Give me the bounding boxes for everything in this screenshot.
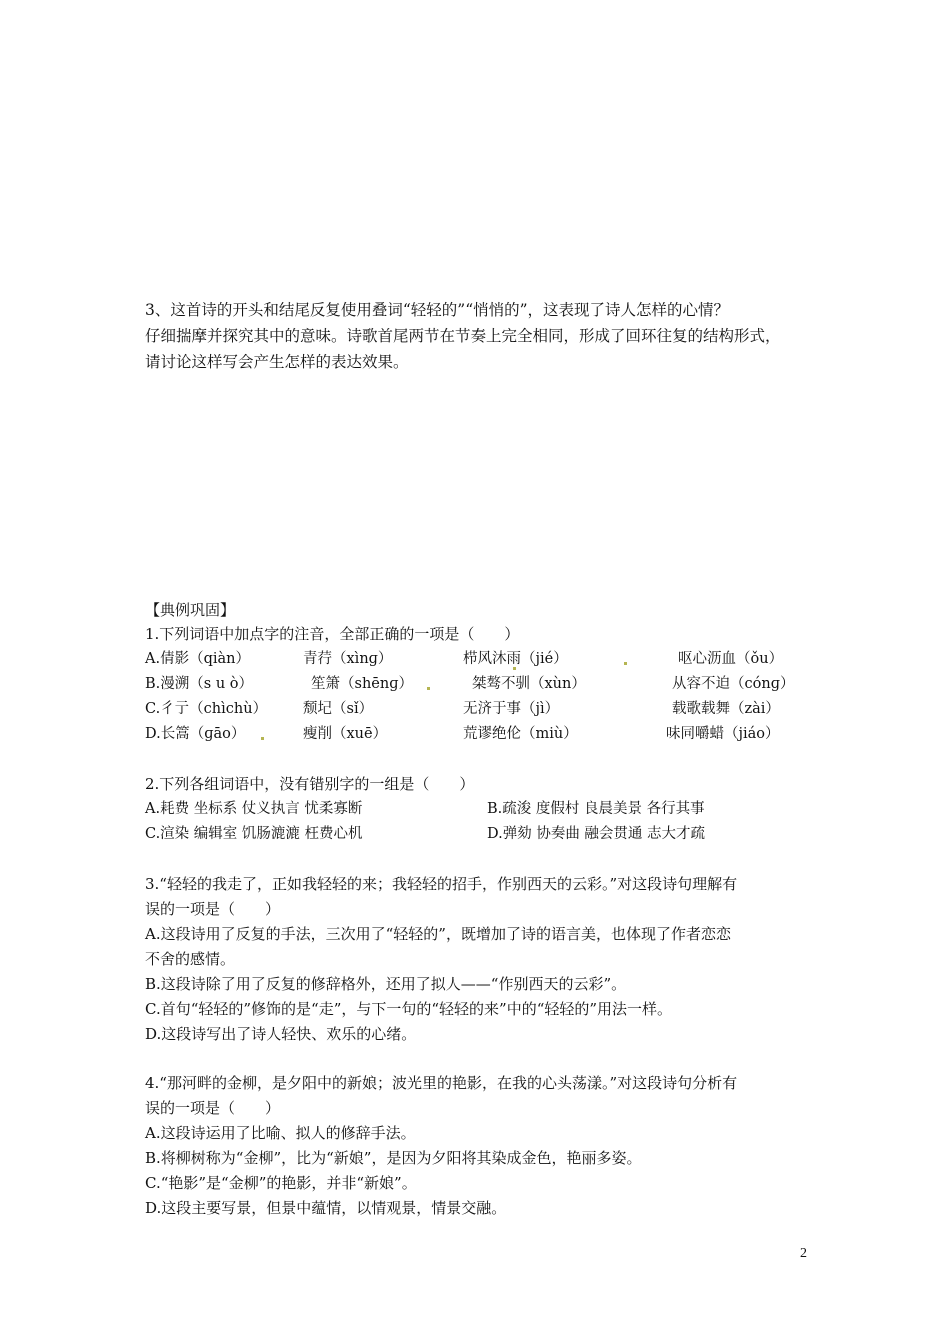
ex4-option-a: A.这段诗运用了比喻、拟人的修辞手法。 [145, 1124, 416, 1142]
ex4-option-d: D.这段主要写景，但景中蕴情，以情观景，情景交融。 [145, 1199, 507, 1217]
ex1-option-c-3: 无济于事（jì） [463, 701, 560, 717]
ex1-option-b-2: 笙箫（shēnɡ） [311, 676, 413, 692]
ex3-option-c: C.首句“轻轻的”修饰的是“走”，与下一句的“轻轻的来”中的“轻轻的”用法一样。 [145, 1000, 673, 1018]
ex1-option-b-3: 桀骜不驯（xùn） [472, 676, 586, 692]
ex2-option-d: D.弹劾 协奏曲 融会贯通 志大才疏 [487, 826, 706, 842]
ex2-option-a: A.耗费 坐标系 仗义执言 忧柔寡断 [145, 801, 363, 817]
exercise-1-stem: 1.下列词语中加点字的注音，全部正确的一项是（ ） [145, 625, 520, 643]
exercise-4-stem-line-1: 4.“那河畔的金柳，是夕阳中的新娘；波光里的艳影，在我的心头荡漾。”对这段诗句分析有 [145, 1074, 738, 1092]
emphasis-dot [513, 667, 516, 670]
ex1-option-d-1: D.长篙（ɡāo） [145, 726, 246, 742]
ex2-option-c: C.渲染 编辑室 饥肠漉漉 枉费心机 [145, 826, 363, 842]
exercise-3-stem-line-2: 误的一项是（ ） [145, 900, 281, 918]
ex1-option-d-2: 瘦削（xuē） [303, 726, 388, 742]
ex2-option-b: B.疏浚 度假村 良晨美景 各行其事 [487, 801, 705, 817]
emphasis-dot [261, 737, 264, 740]
ex1-option-c-4: 载歌载舞（zài） [672, 701, 780, 717]
ex3-option-d: D.这段诗写出了诗人轻快、欢乐的心绪。 [145, 1025, 417, 1043]
ex1-option-d-4: 味同嚼蜡（jiáo） [666, 726, 780, 742]
ex1-option-c-1: C.彳亍（chìchù） [145, 701, 268, 717]
page-number: 2 [800, 1246, 807, 1261]
ex1-option-a-4: 呕心沥血（ǒu） [678, 651, 784, 667]
ex1-option-a-2: 青荇（xìnɡ） [303, 651, 393, 667]
ex3-option-a-line-1: A.这段诗用了反复的手法，三次用了“轻轻的”，既增加了诗的语言美，也体现了作者恋恋 [145, 925, 731, 943]
question-3-line-1: 3、这首诗的开头和结尾反复使用叠词“轻轻的”“悄悄的”，这表现了诗人怎样的心情？ [145, 301, 730, 319]
ex1-option-a-1: A.倩影（qiàn） [145, 651, 250, 667]
ex4-option-b: B.将柳树称为“金柳”，比为“新娘”，是因为夕阳将其染成金色，艳丽多姿。 [145, 1149, 642, 1167]
ex1-option-a-3: 栉风沐雨（jié） [463, 651, 568, 667]
ex1-option-d-3: 荒谬绝伦（miù） [463, 726, 578, 742]
exercise-3-stem-line-1: 3.“轻轻的我走了，正如我轻轻的来；我轻轻的招手，作别西天的云彩。”对这段诗句理解有 [145, 875, 738, 893]
emphasis-dot [624, 662, 627, 665]
ex4-option-c: C.“艳影”是“金柳”的艳影，并非“新娘”。 [145, 1174, 417, 1192]
question-3-line-3: 请讨论这样写会产生怎样的表达效果。 [145, 353, 409, 371]
ex3-option-b: B.这段诗除了用了反复的修辞格外，还用了拟人——“作别西天的云彩”。 [145, 975, 627, 993]
ex1-option-b-4: 从容不迫（cónɡ） [672, 676, 795, 692]
exercise-4-stem-line-2: 误的一项是（ ） [145, 1099, 281, 1117]
ex3-option-a-line-2: 不舍的感情。 [145, 950, 236, 968]
ex1-option-c-2: 颓圮（sǐ） [303, 701, 374, 717]
ex1-option-b-1: B.漫溯（s u ò） [145, 676, 253, 692]
question-3-line-2: 仔细揣摩并探究其中的意味。诗歌首尾两节在节奏上完全相同，形成了回环往复的结构形式， [145, 327, 781, 345]
section-title: 【典例巩固】 [145, 601, 236, 619]
exercise-2-stem: 2.下列各组词语中，没有错别字的一组是（ ） [145, 775, 475, 793]
emphasis-dot [427, 687, 430, 690]
